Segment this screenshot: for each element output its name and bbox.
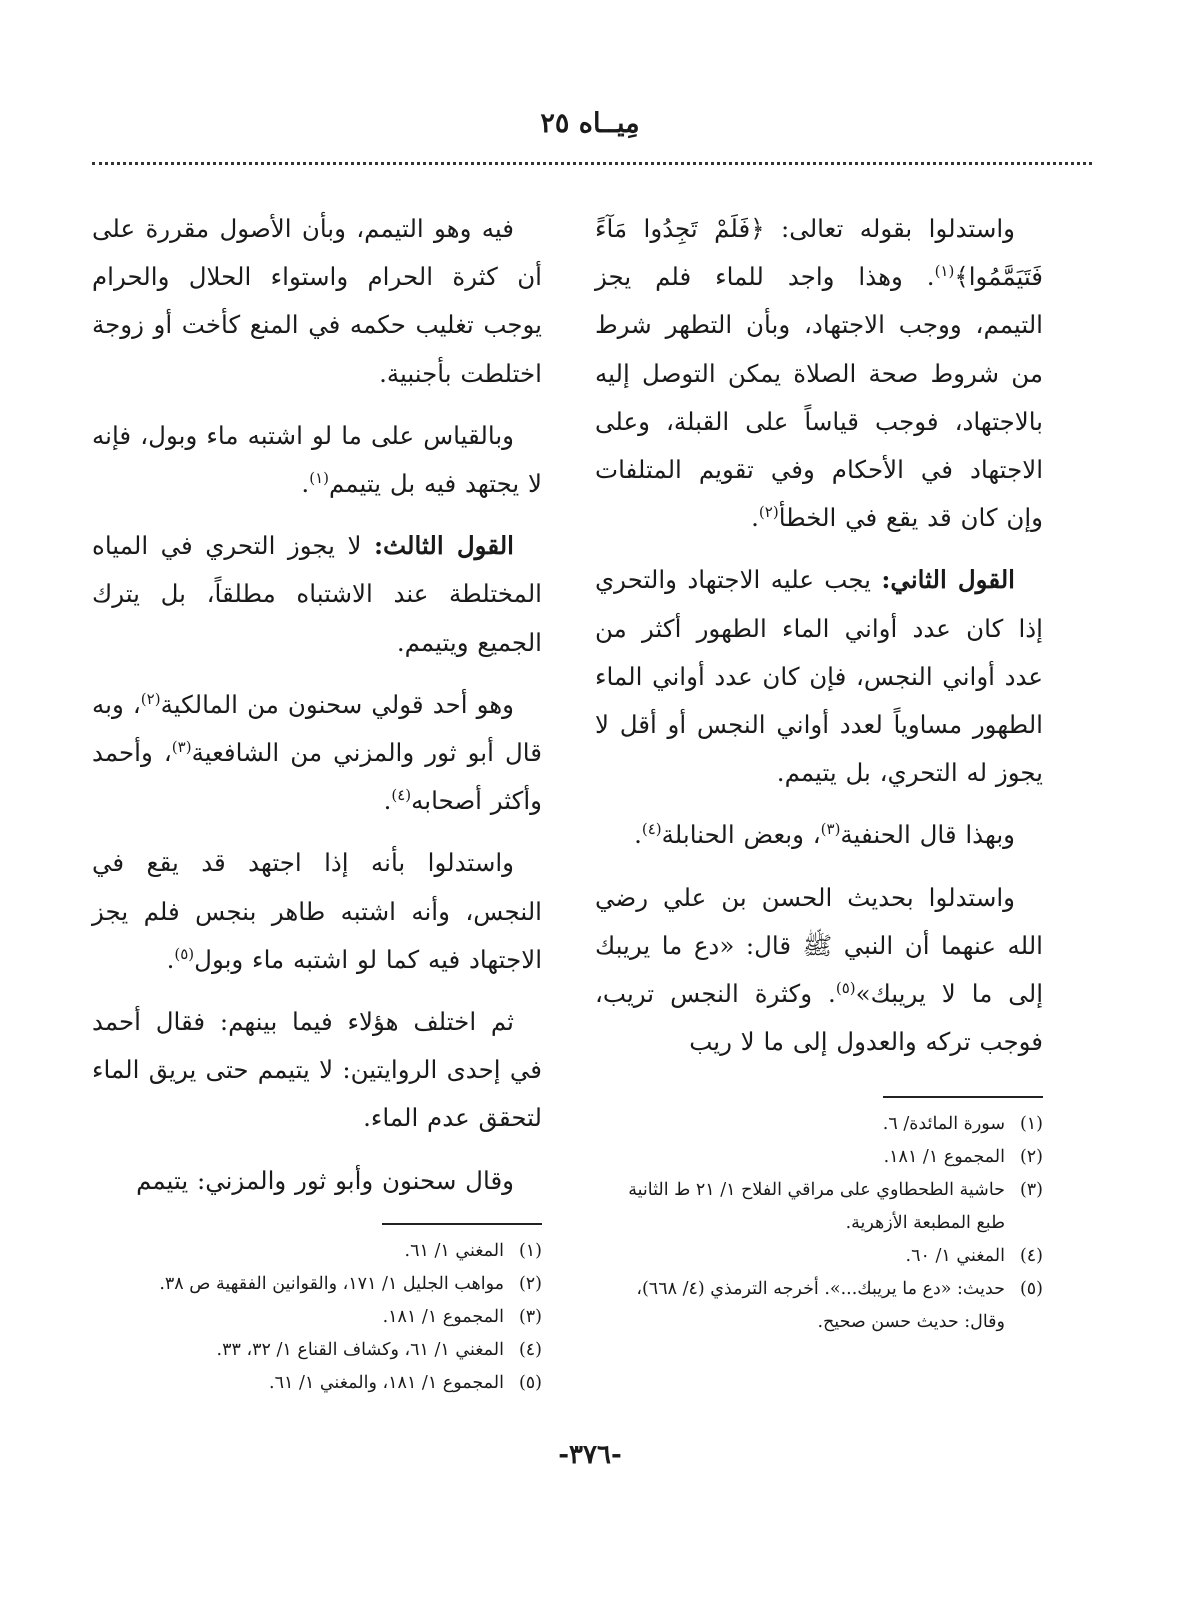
footnote-ref: (٥) [174,944,195,963]
footnote-separator [382,1223,542,1225]
paragraph [595,811,1043,859]
paragraph-text: لا يجوز التحري في المياه المختلطة عند الاشتباه مطلقاً، بل يترك الجميع ويتيمم. [92,531,542,657]
footnote [92,1334,542,1367]
footnote-text: المجموع ١/ ١٨١، والمغني ١/ ٦١. [269,1372,504,1393]
footnote-text: المغني ١/ ٦١. [404,1240,504,1261]
running-header-title: مِيــاه ٢٥ [540,108,640,139]
paragraph-text: وبهذا قال الحنفية [840,820,1015,850]
footnote-number: (٢) [518,1273,542,1294]
footnote-separator [883,1096,1043,1098]
footnote-number: (٣) [518,1306,542,1327]
footnote-text: حديث: «دع ما يريبك...». أخرجه الترمذي (٤/ ٦٦٨)، وقال: حديث حسن صحيح. [636,1279,1005,1333]
footnote [92,1301,542,1334]
footnote-text: المجموع ١/ ١٨١. [883,1147,1005,1168]
footnote [92,1268,542,1301]
footnote-ref: (١) [934,262,955,281]
paragraph [595,205,1043,542]
paragraph [92,522,542,667]
header-dotted-rule [92,162,1092,165]
footnote-ref: (٥) [835,978,856,997]
paragraph-text: . [634,820,642,850]
footnote-number: (٤) [518,1339,542,1360]
paragraph-text: واستدلوا بحديث الحسن بن علي رضي الله عنهما أن النبي ﷺ قال: «دع ما يريبك إلى ما لا يريبك» [595,882,1043,1009]
paragraph [92,205,542,398]
footnote [595,1273,1043,1339]
footnote-ref: (٤) [391,786,412,805]
paragraph-text: وبالقياس على ما لو اشتبه ماء وبول، فإنه لا يجتهد فيه بل يتيمم [92,420,542,499]
paragraph [92,412,542,508]
footnote-number: (١) [1019,1114,1043,1135]
footnote [595,1141,1043,1174]
page-number: -٣٧٦- [558,1440,622,1470]
footnote-number: (٤) [1019,1246,1043,1267]
paragraph-text: ، وأحمد وأكثر أصحابه [92,738,542,816]
footnote-ref: (٢) [758,503,779,522]
footnote-ref: (٢) [140,689,161,708]
footnote-text: حاشية الطحطاوي على مراقي الفلاح ١/ ٢١ ط الثانية طبع المطبعة الأزهرية. [628,1180,1005,1234]
paragraph [92,1157,542,1205]
paragraph-text: وهو أحد قولي سحنون من المالكية [160,689,515,719]
paragraph-text: . وهذا واجد للماء فلم يجز التيمم، ووجب الاجتهاد، وبأن التطهر شرط من شروط صحة الصلاة يمكن التوصل إليه بالاجتهاد، فوجب قياساً على القبلة، وعلى الاجتهاد في الأحكام وفي تقويم المتلفات وإن كان قد يقع في الخطأ [595,262,1043,533]
paragraph-text: . وكثرة النجس تريب، فوجب تركه والعدول إلى ما لا ريب [595,979,1043,1057]
footnote-number: (٢) [1019,1147,1043,1168]
left-column [92,205,542,1400]
paragraph-text: . [166,944,175,974]
footnote [595,1174,1043,1240]
footnote-number: (٣) [1019,1180,1043,1201]
paragraph [595,874,1043,1067]
footnote-ref: (٣) [171,737,192,756]
footnote-number: (١) [518,1240,542,1261]
section-lead: القول الثاني: [881,565,1015,595]
footnote-number: (٥) [1019,1279,1043,1300]
paragraph-text: ثم اختلف هؤلاء فيما بينهم: فقال أحمد في إحدى الروايتين: لا يتيمم حتى يريق الماء لتحقق عدم الماء. [92,1007,542,1133]
paragraph [92,839,542,984]
footnote-text: المغني ١/ ٦٠. [905,1246,1005,1267]
paragraph-text: وقال سحنون وأبو ثور والمزني: يتيمم [136,1165,514,1195]
paragraph-text: ، وبه قال أبو ثور والمزني من الشافعية [92,689,542,768]
paragraph-text: ، وبعض الحنابلة [661,820,821,850]
right-column [595,205,1043,1339]
footnote [595,1240,1043,1273]
footnote-text: سورة المائدة/ ٦. [882,1114,1005,1135]
paragraph-text: يجب عليه الاجتهاد والتحري إذا كان عدد أواني الماء الطهور أكثر من عدد أواني النجس، فإن كان عدد أواني الماء الطهور مساوياً لعدد أواني النجس أو أقل لا يجوز له التحري، بل يتيمم. [595,565,1043,788]
paragraph-text: واستدلوا بأنه إذا اجتهد قد يقع في النجس، وأنه اشتبه طاهر بنجس فلم يجز الاجتهاد فيه كما لو اشتبه ماء وبول [92,848,542,974]
footnote [595,1108,1043,1141]
paragraph-text: . [383,786,392,816]
footnote-text: مواهب الجليل ١/ ١٧١، والقوانين الفقهية ص ٣٨. [159,1273,504,1294]
footnote-text: المغني ١/ ٦١، وكشاف القناع ١/ ٣٢، ٣٣. [216,1339,504,1360]
footnote-text: المجموع ١/ ١٨١. [382,1306,504,1327]
footnote-ref: (١) [309,468,329,487]
footnote-ref: (٤) [641,820,662,839]
paragraph-text: واستدلوا بقوله تعالى: ﴿فَلَمْ تَجِدُوا مَآءً فَتَيَمَّمُوا﴾ [595,214,1043,292]
footnote [92,1235,542,1268]
paragraph [595,556,1043,797]
paragraph-text: . [301,469,310,499]
paragraph-text: فيه وهو التيمم، وبأن الأصول مقررة على أن كثرة الحرام واستواء الحلال والحرام يوجب تغليب حكمه في المنع كأخت أو زوجة اختلطت بأجنبية. [92,214,542,388]
footnote-number: (٥) [518,1372,542,1393]
section-lead: القول الثالث: [373,531,514,561]
paragraph-text: . [751,503,759,533]
footnote-ref: (٣) [820,820,841,839]
footnote [92,1367,542,1400]
paragraph [92,998,542,1143]
paragraph [92,681,542,826]
